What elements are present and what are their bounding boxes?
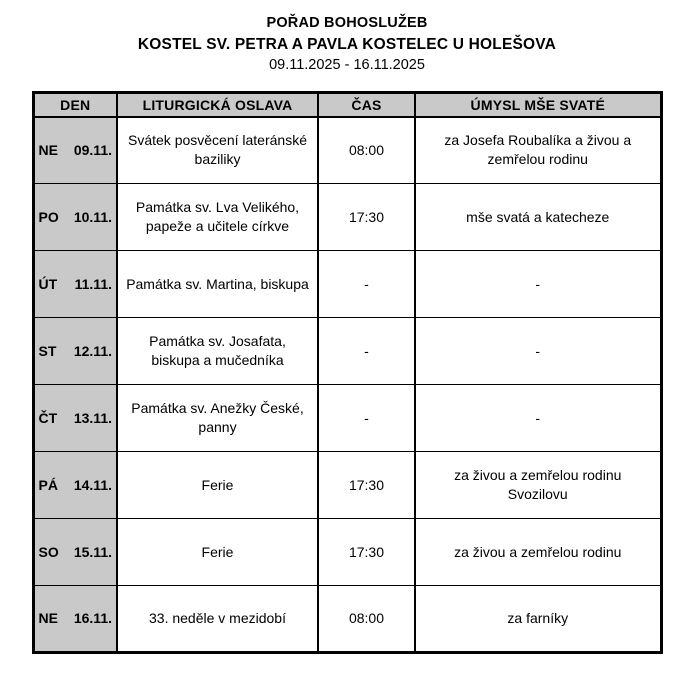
table-row	[33, 519, 661, 586]
intention-cell: za živou a zemřelou rodinu Svozilovu	[415, 452, 661, 519]
table-row	[33, 586, 661, 653]
day-cell	[33, 318, 117, 385]
day-date-wrap	[39, 476, 113, 495]
day-abbreviation: SO	[38, 543, 59, 560]
day-cell	[33, 184, 117, 251]
column-header-time: ČAS	[318, 93, 415, 117]
service-schedule-table	[32, 91, 663, 654]
day-abbreviation: PO	[38, 208, 59, 225]
intention-cell: mše svatá a katecheze	[415, 184, 661, 251]
day-date: 14.11.	[73, 476, 112, 493]
time-cell: -	[318, 385, 415, 452]
intention-cell: -	[415, 385, 661, 452]
celebration-cell: Ferie	[117, 452, 318, 519]
day-cell	[33, 117, 117, 184]
day-date: 16.11.	[73, 610, 112, 626]
intention-cell: za farníky	[415, 586, 661, 653]
day-date-wrap	[39, 409, 113, 428]
celebration-cell: Ferie	[117, 519, 318, 586]
day-date: 12.11.	[73, 342, 112, 359]
column-header-day: DEN	[33, 93, 117, 117]
day-date: 10.11.	[73, 208, 112, 225]
day-date: 11.11.	[74, 275, 112, 292]
document-header	[0, 13, 694, 75]
table-header-row	[33, 93, 661, 117]
day-date: 09.11.	[73, 141, 112, 158]
intention-cell: -	[415, 318, 661, 385]
day-cell	[33, 586, 117, 653]
celebration-cell: Památka sv. Martina, biskupa	[117, 251, 318, 318]
time-cell: 08:00	[318, 586, 415, 653]
day-abbreviation: PÁ	[38, 476, 58, 493]
table-row	[33, 318, 661, 385]
celebration-cell: Svátek posvěcení lateránské baziliky	[117, 117, 318, 184]
table-body	[33, 117, 661, 653]
column-header-intention: ÚMYSL MŠE SVATÉ	[415, 93, 661, 117]
day-abbreviation: NE	[38, 610, 58, 626]
day-abbreviation: NE	[38, 141, 58, 158]
day-date-wrap	[39, 275, 113, 294]
table-row	[33, 251, 661, 318]
day-date-wrap	[39, 141, 113, 160]
column-header-celebration: LITURGICKÁ OSLAVA	[117, 93, 318, 117]
day-date: 13.11.	[73, 409, 112, 426]
day-abbreviation: ST	[38, 342, 57, 359]
time-cell: -	[318, 318, 415, 385]
table-row	[33, 385, 661, 452]
celebration-cell: 33. neděle v mezidobí	[117, 586, 318, 653]
day-abbreviation: ČT	[38, 409, 58, 426]
celebration-cell: Památka sv. Josafata, biskupa a mučedníka	[117, 318, 318, 385]
day-cell	[33, 519, 117, 586]
date-range: 09.11.2025 - 16.11.2025	[269, 57, 425, 73]
intention-cell: -	[415, 251, 661, 318]
day-date: 15.11.	[73, 543, 112, 560]
table-row	[33, 452, 661, 519]
intention-cell: za živou a zemřelou rodinu	[415, 519, 661, 586]
celebration-cell: Památka sv. Lva Velikého, papeže a učitele církve	[117, 184, 318, 251]
day-cell	[33, 385, 117, 452]
table-row	[33, 184, 661, 251]
day-abbreviation: ÚT	[38, 275, 58, 292]
day-date-wrap	[39, 543, 113, 562]
time-cell: 17:30	[318, 452, 415, 519]
celebration-cell: Památka sv. Anežky České, panny	[117, 385, 318, 452]
day-date-wrap	[39, 609, 113, 628]
day-date-wrap	[39, 342, 113, 361]
time-cell: 08:00	[318, 117, 415, 184]
table-row	[33, 117, 661, 184]
church-name: KOSTEL SV. PETRA A PAVLA KOSTELEC U HOLEŠOVA	[137, 36, 557, 53]
time-cell: 17:30	[318, 184, 415, 251]
intention-cell: za Josefa Roubalíka a živou a zemřelou rodinu	[415, 117, 661, 184]
page-title: POŘAD BOHOSLUŽEB	[266, 15, 428, 31]
time-cell: 17:30	[318, 519, 415, 586]
day-date-wrap	[39, 208, 113, 227]
time-cell: -	[318, 251, 415, 318]
day-cell	[33, 452, 117, 519]
day-cell	[33, 251, 117, 318]
